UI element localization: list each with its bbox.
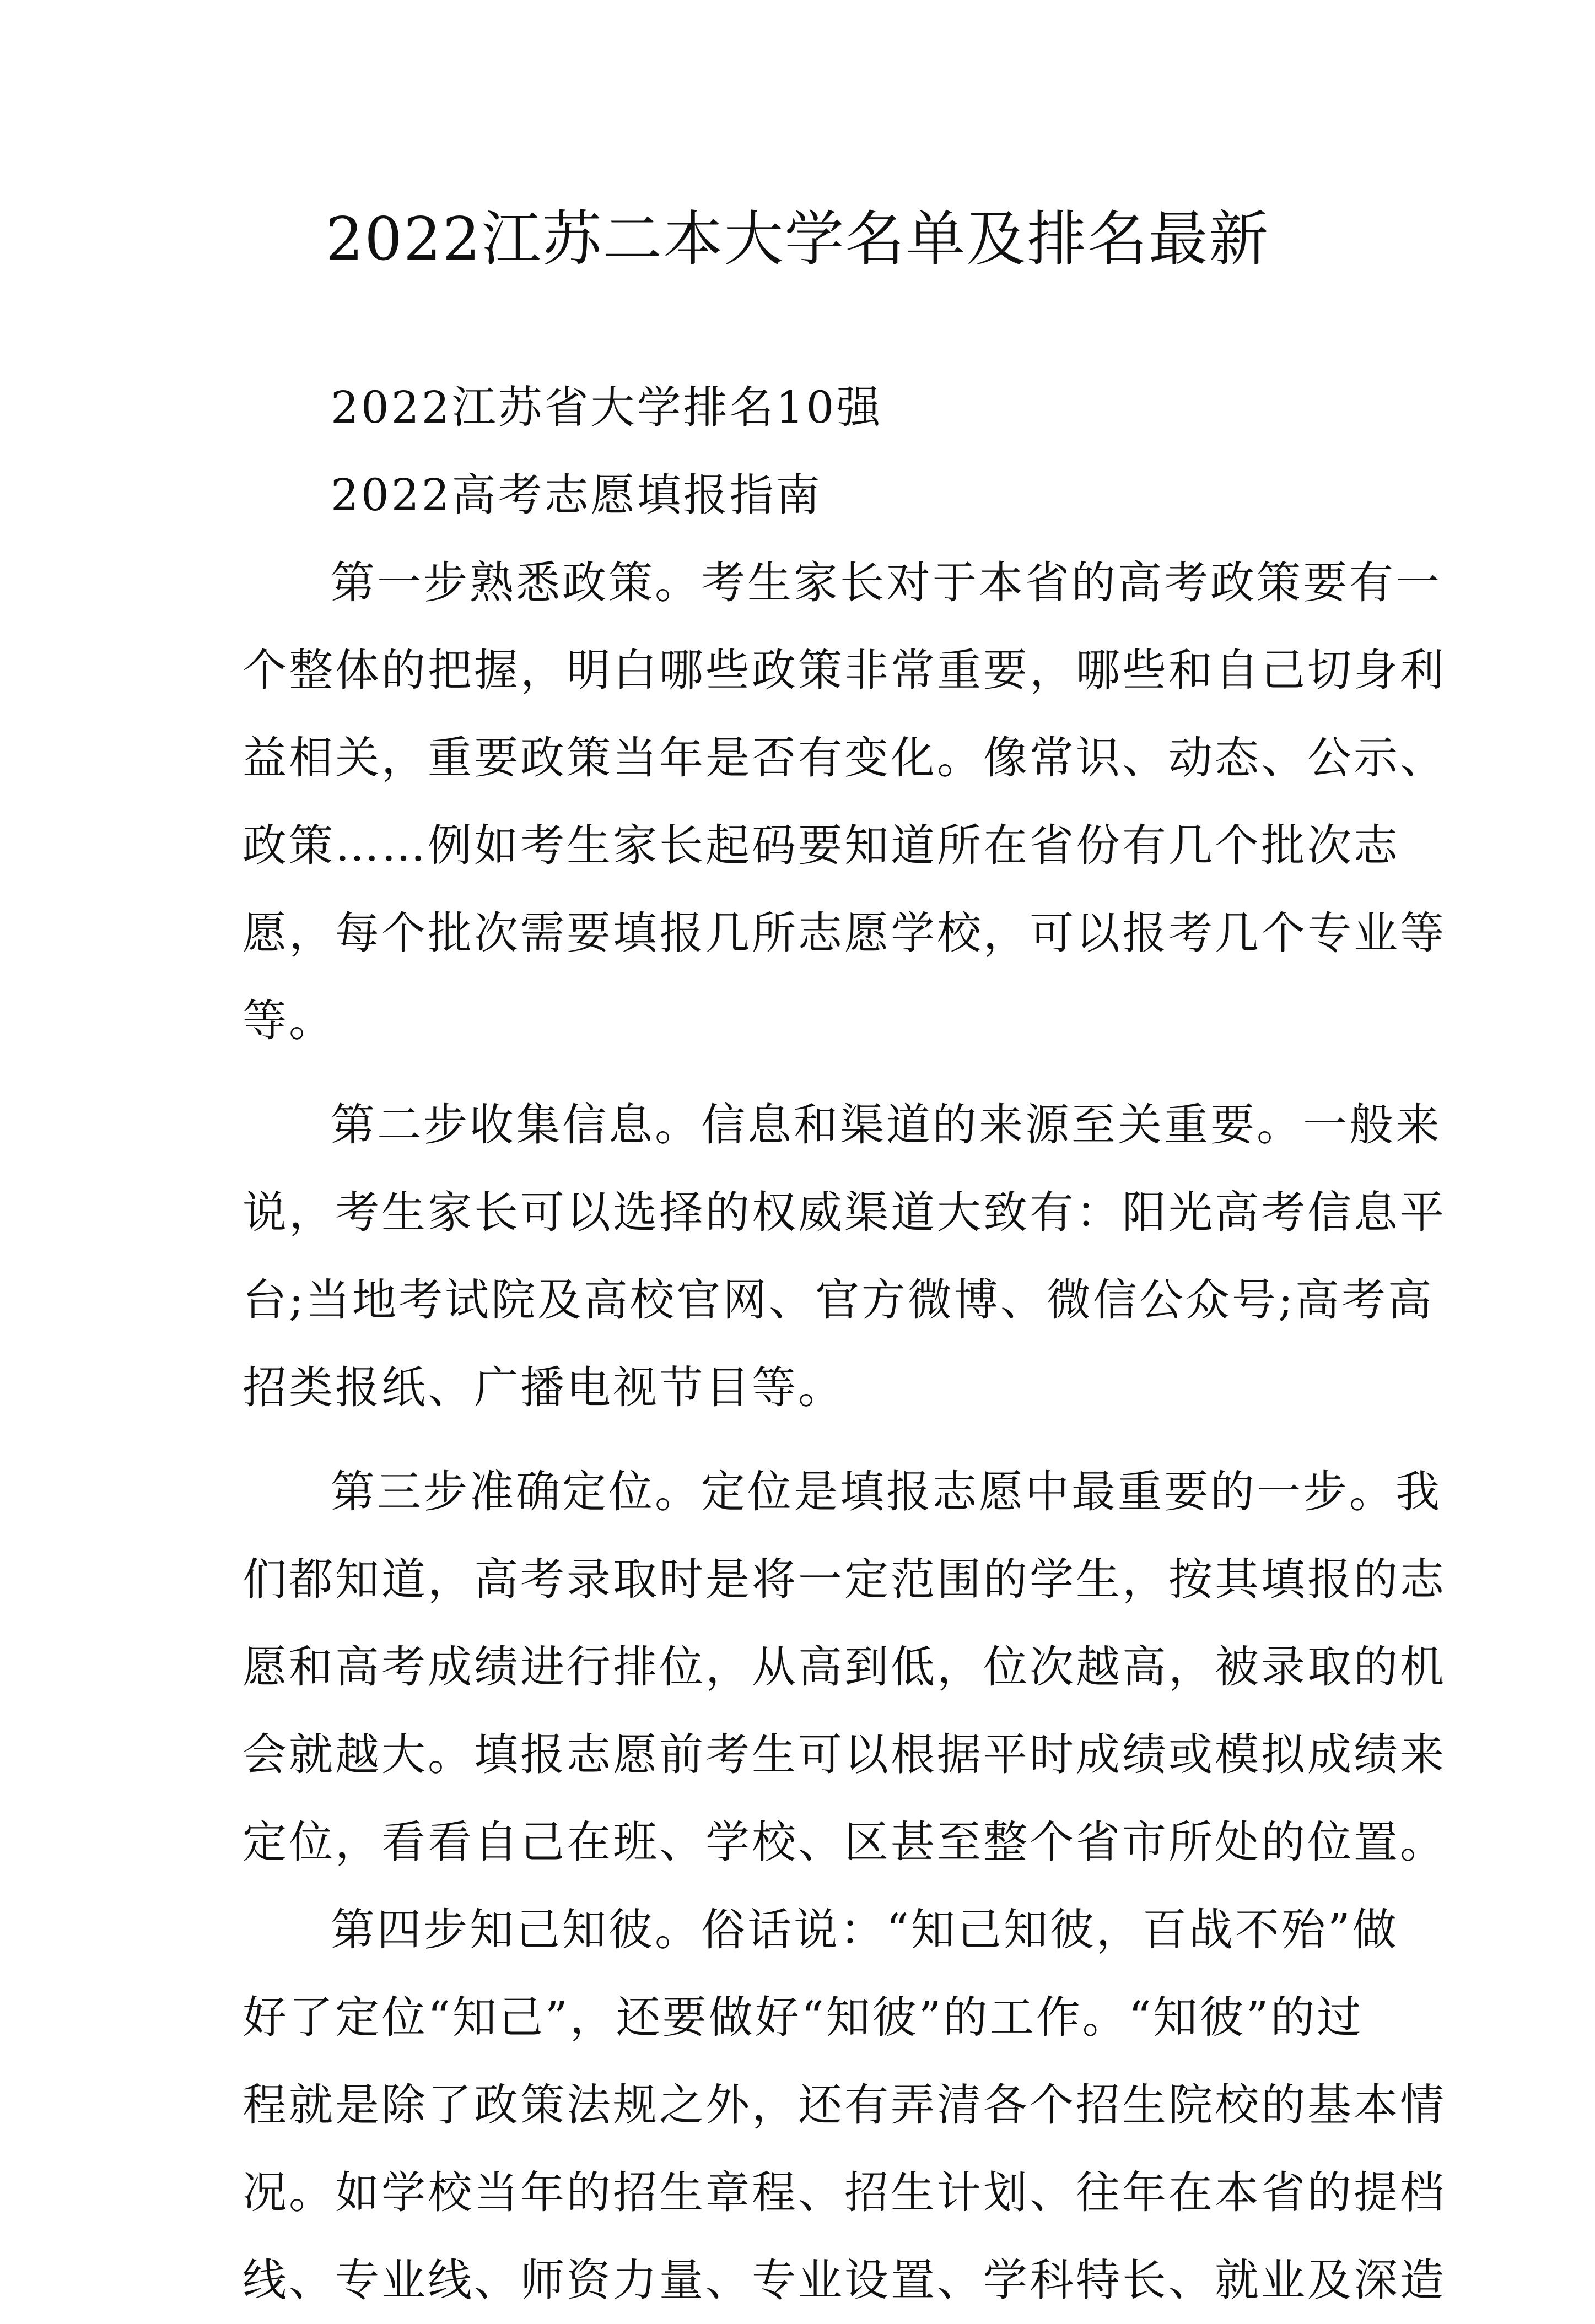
text-line: 线、专业线、师资力量、专业设置、学科特长、就业及深造 [243, 2255, 1446, 2306]
text-line: 况。如学校当年的招生章程、招生计划、往年在本省的提档 [243, 2167, 1446, 2218]
document-title: 2022江苏二本大学名单及排名最新 [325, 205, 1270, 274]
text-line: 2022江苏省大学排名10强 [331, 382, 883, 433]
text-line: 第三步准确定位。定位是填报志愿中最重要的一步。我 [331, 1466, 1442, 1517]
text-line: 等。 [243, 995, 335, 1046]
text-line: 愿和高考成绩进行排位，从高到低，位次越高，被录取的机 [243, 1641, 1446, 1693]
document-body [243, 364, 1446, 2324]
text-line: 2022高考志愿填报指南 [331, 469, 822, 521]
text-line: 第一步熟悉政策。考生家长对于本省的高考政策要有一 [331, 557, 1442, 608]
text-line: 好了定位“知己”，还要做好“知彼”的工作。“知彼”的过 [243, 1992, 1364, 2043]
text-line: 益相关，重要政策当年是否有变化。像常识、动态、公示、 [243, 732, 1446, 783]
text-line: 定位，看看自己在班、学校、区甚至整个省市所处的位置。 [243, 1817, 1446, 1868]
text-line: 愿，每个批次需要填报几所志愿学校，可以报考几个专业等 [243, 907, 1446, 959]
text-line: 会就越大。填报志愿前考生可以根据平时成绩或模拟成绩来 [243, 1729, 1446, 1780]
text-line: 第二步收集信息。信息和渠道的来源至关重要。一般来 [331, 1099, 1442, 1150]
paragraph-gap [243, 1431, 1367, 1448]
text-line: 招类报纸、广播电视节目等。 [243, 1362, 844, 1413]
text-line: 个整体的把握，明白哪些政策非常重要，哪些和自己切身利 [243, 645, 1446, 696]
text-line: 程就是除了政策法规之外，还有弄清各个招生院校的基本情 [243, 2079, 1446, 2131]
text-line: 说，考生家长可以选择的权威渠道大致有：阳光高考信息平 [243, 1187, 1446, 1238]
text-line: 们都知道，高考录取时是将一定范围的学生，按其填报的志 [243, 1554, 1446, 1605]
text-line: 政策……例如考生家长起码要知道所在省份有几个批次志 [243, 820, 1400, 871]
text-line: 台;当地考试院及高校官网、官方微博、微信公众号;高考高 [243, 1274, 1434, 1326]
paragraph-gap [243, 1064, 1367, 1081]
text-line: 第四步知己知彼。俗话说：“知己知彼，百战不殆”做 [331, 1904, 1399, 1955]
